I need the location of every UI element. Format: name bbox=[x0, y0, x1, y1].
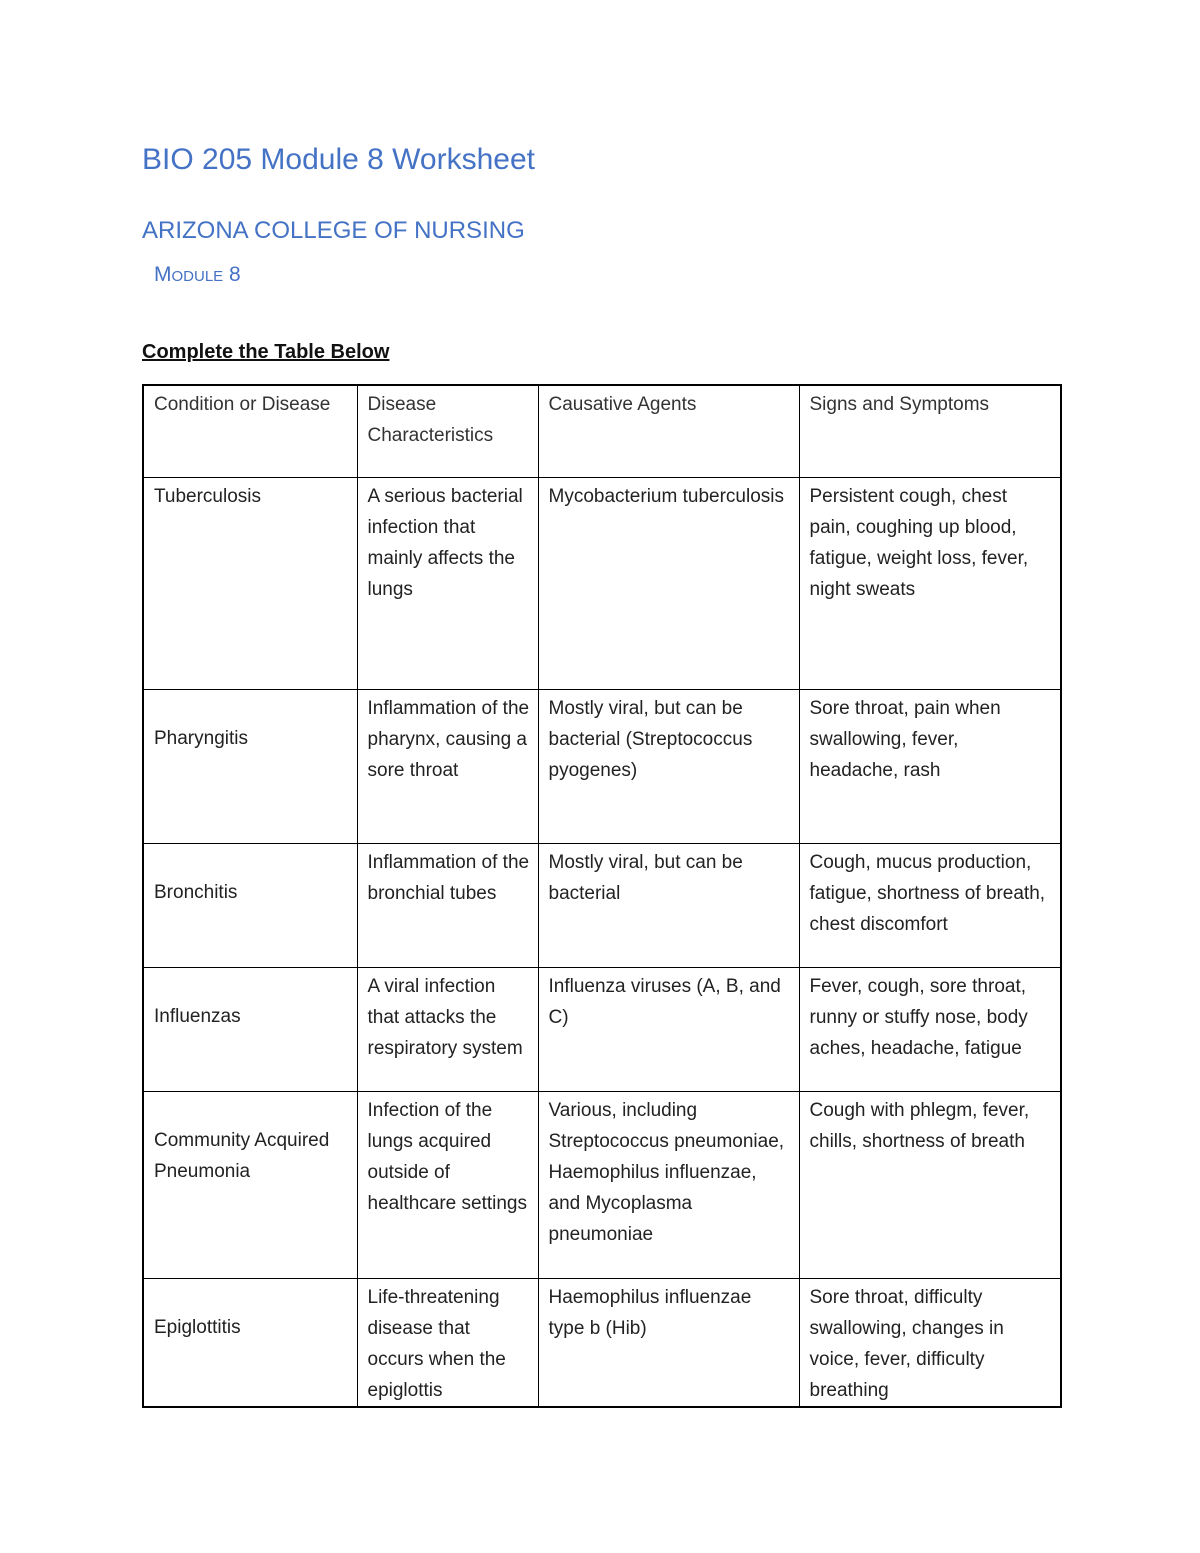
table-row bbox=[143, 1278, 1061, 1407]
cell-agents: Haemophilus influenzae type b (Hib) bbox=[538, 1278, 799, 1407]
table-header-row bbox=[143, 385, 1061, 477]
cell-agents: Influenza viruses (A, B, and C) bbox=[538, 967, 799, 1091]
table-row bbox=[143, 477, 1061, 689]
cell-condition: Pharyngitis bbox=[143, 689, 357, 843]
cell-agents: Various, including Streptococcus pneumoniae, Haemophilus influenzae, and Mycoplasma pneumoniae bbox=[538, 1091, 799, 1278]
cell-agents: Mostly viral, but can be bacterial bbox=[538, 843, 799, 967]
header-condition: Condition or Disease bbox=[143, 385, 357, 477]
cell-condition: Epiglottitis bbox=[143, 1278, 357, 1407]
cell-characteristics: Life-threatening disease that occurs when the epiglottis bbox=[357, 1278, 538, 1407]
table-row bbox=[143, 689, 1061, 843]
cell-characteristics: A serious bacterial infection that mainly affects the lungs bbox=[357, 477, 538, 689]
header-symptoms: Signs and Symptoms bbox=[799, 385, 1061, 477]
organization-heading: ARIZONA COLLEGE OF NURSING bbox=[142, 217, 525, 244]
cell-characteristics: Infection of the lungs acquired outside of healthcare settings bbox=[357, 1091, 538, 1278]
table-row bbox=[143, 843, 1061, 967]
cell-condition: Community Acquired Pneumonia bbox=[143, 1091, 357, 1278]
table-row bbox=[143, 967, 1061, 1091]
cell-symptoms: Sore throat, pain when swallowing, fever, headache, rash bbox=[799, 689, 1061, 843]
header-agents: Causative Agents bbox=[538, 385, 799, 477]
cell-condition: Tuberculosis bbox=[143, 477, 357, 689]
cell-agents: Mycobacterium tuberculosis bbox=[538, 477, 799, 689]
cell-symptoms: Sore throat, difficulty swallowing, changes in voice, fever, difficulty breathing bbox=[799, 1278, 1061, 1407]
cell-symptoms: Fever, cough, sore throat, runny or stuffy nose, body aches, headache, fatigue bbox=[799, 967, 1061, 1091]
instructions-heading: Complete the Table Below bbox=[142, 341, 390, 363]
cell-symptoms: Cough, mucus production, fatigue, shortness of breath, chest discomfort bbox=[799, 843, 1061, 967]
cell-symptoms: Persistent cough, chest pain, coughing up blood, fatigue, weight loss, fever, night sweats bbox=[799, 477, 1061, 689]
disease-table bbox=[142, 384, 1062, 1408]
cell-characteristics: A viral infection that attacks the respiratory system bbox=[357, 967, 538, 1091]
cell-characteristics: Inflammation of the bronchial tubes bbox=[357, 843, 538, 967]
header-characteristics: Disease Characteristics bbox=[357, 385, 538, 477]
cell-condition: Bronchitis bbox=[143, 843, 357, 967]
cell-agents: Mostly viral, but can be bacterial (Streptococcus pyogenes) bbox=[538, 689, 799, 843]
document-title: BIO 205 Module 8 Worksheet bbox=[142, 143, 535, 176]
table-row bbox=[143, 1091, 1061, 1278]
cell-condition: Influenzas bbox=[143, 967, 357, 1091]
cell-symptoms: Cough with phlegm, fever, chills, shortness of breath bbox=[799, 1091, 1061, 1278]
cell-characteristics: Inflammation of the pharynx, causing a sore throat bbox=[357, 689, 538, 843]
module-subheading: Module 8 bbox=[154, 263, 241, 286]
